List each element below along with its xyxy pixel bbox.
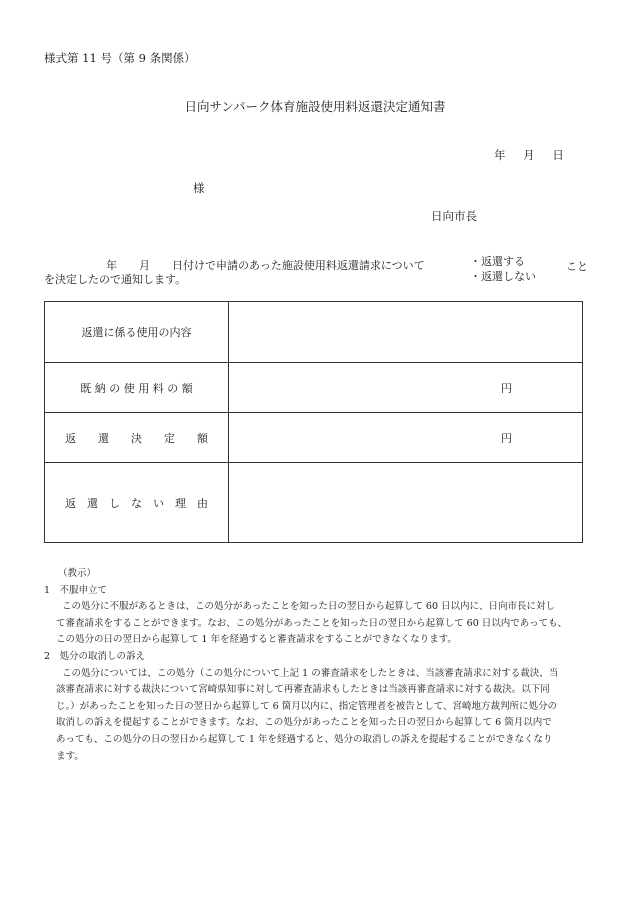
refund-details-table xyxy=(44,301,583,543)
notes-heading: （教示） xyxy=(58,568,97,579)
row-label-refund-amount: 返 還 決 定 額 xyxy=(45,413,229,463)
document-title: 日向サンパーク体育施設使用料返還決定通知書 xyxy=(184,99,446,114)
row-value-paid-fee xyxy=(229,363,583,413)
table-row xyxy=(45,363,583,413)
row-value-no-refund-reason xyxy=(229,463,583,543)
row-value-usage xyxy=(229,302,583,363)
table-row xyxy=(45,463,583,543)
item1-title: 1 不服申立て xyxy=(44,584,108,596)
row-label-usage: 返還に係る使用の内容 xyxy=(45,302,229,363)
item2-line: じ。）があったことを知った日の翌日から起算して 6 箇月以内に、指定管理者を被告として、宮崎地方裁判所に処分の xyxy=(56,700,558,712)
item2-line: この処分については、この処分（この処分について上記 1 の審査請求をしたときは、当該審査請求に対する裁決、当 xyxy=(62,667,559,679)
addressee-suffix: 様 xyxy=(193,181,205,195)
form-number: 様式第 11 号（第 9 条関係） xyxy=(44,51,196,65)
body-year: 年 xyxy=(106,259,117,272)
date-day: 日 xyxy=(552,148,564,162)
option-return: ・返還する xyxy=(470,255,525,268)
instruction-notes xyxy=(44,566,590,765)
table-row xyxy=(45,413,583,463)
body-koto: こと xyxy=(566,260,588,273)
body-month: 月 xyxy=(139,259,150,272)
row-label-no-refund-reason: 返 還 し な い 理 由 xyxy=(45,463,229,543)
item2-title: 2 処分の取消しの訴え xyxy=(44,650,146,662)
table-row xyxy=(45,302,583,363)
row-value-refund-amount xyxy=(229,413,583,463)
option-no-return: ・返還しない xyxy=(470,270,536,283)
item2-line: 該審査請求に対する裁決について宮崎県知事に対して再審査請求もしたときは当該再審査請求に対する裁決。以下同 xyxy=(56,684,550,696)
item2-line: あっても、この処分の日の翌日から起算して 1 年を経過すると、処分の取消しの訴えを提起することができなくなり xyxy=(56,733,553,745)
item1-line: この処分に不服があるときは、この処分があったことを知った日の翌日から起算して 60 日以内に、日向市長に対し xyxy=(62,601,556,613)
row-label-paid-fee: 既 納 の 使 用 料 の 額 xyxy=(45,363,229,413)
body-text: 日付けで申請のあった施設使用料返還請求について xyxy=(172,259,425,272)
item1-line: この処分の日の翌日から起算して 1 年を経過すると審査請求をすることができなくなります。 xyxy=(56,634,457,646)
item2-line: ます。 xyxy=(56,750,84,762)
body-line-2: を決定したので通知します。 xyxy=(44,273,187,286)
issuer-name: 日向市長 xyxy=(431,209,477,223)
date-year: 年 xyxy=(494,148,506,162)
date-line xyxy=(494,147,578,163)
item1-line: て審査請求をすることができます。なお、この処分があったことを知った日の翌日から起算して 60 日以内であっても、 xyxy=(56,617,568,629)
yen-unit: 円 xyxy=(501,381,512,395)
date-month: 月 xyxy=(523,148,535,162)
item2-line: 取消しの訴えを提起することができます。なお、この処分があったことを知った日の翌日から起算して 6 箇月以内で xyxy=(56,717,552,729)
yen-unit: 円 xyxy=(501,431,512,445)
